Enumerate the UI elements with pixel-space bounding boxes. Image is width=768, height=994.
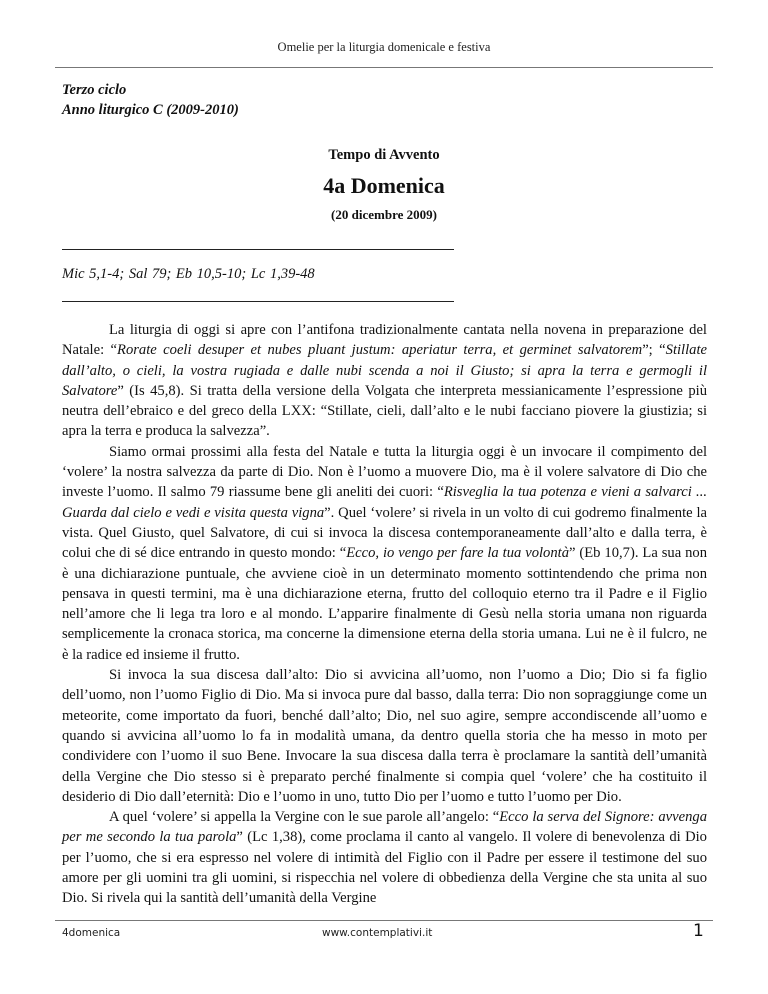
paragraph-text: ”; “ bbox=[642, 342, 666, 359]
paragraph-2 bbox=[62, 442, 707, 665]
scripture-readings: Mic 5,1-4; Sal 79; Eb 10,5-10; Lc 1,39-48 bbox=[62, 266, 315, 282]
paragraph-1 bbox=[62, 320, 707, 442]
page-title: 4a Domenica bbox=[323, 173, 445, 198]
readings-top-rule bbox=[62, 249, 454, 250]
footer-website: www.contemplativi.it bbox=[322, 927, 433, 939]
season-heading: Tempo di Avvento bbox=[328, 147, 440, 163]
paragraph-4 bbox=[62, 807, 707, 908]
paragraph-text: A quel ‘volere’ si appella la Vergine con le sue parole all’angelo: “ bbox=[109, 809, 500, 826]
liturgical-year-line: Anno liturgico C (2009-2010) bbox=[62, 102, 239, 118]
footer-filename: 4domenica bbox=[62, 927, 121, 939]
paragraph-text: ” (Is 45,8). Si tratta della versione della Volgata che interpreta messianicamente l’espressione più neutra dell’ebraico e del greco della LXX: “Stillate, cieli, dall’alto e le nubi facciano piovere la giustizia; si apra la terra e produca la salvezza”. bbox=[62, 382, 707, 440]
paragraph-text: ” (Eb 10,7). La sua non è una dichiarazione puntuale, che avviene cioè in un determinato momento sottintendendo che prima non pensava in questi termini, ma è una dichiarazione eterna, frutto del colloquio eterno tra il Padre e il Figlio nell’amore che li lega tra loro e al mondo. L’apparire finalmente di Gesù nella storia umana non riguarda semplicemente la cronaca storica, ma concerne la dimensione eterna della storia umana. Lui ne è il fulcro, ne è la radice ed insieme il frutto. bbox=[62, 545, 708, 663]
footer-divider bbox=[55, 920, 713, 921]
virgin-quote: Ecco la serva del Signore: avvenga per me secondo la tua parola bbox=[62, 809, 707, 846]
header-divider bbox=[55, 67, 713, 68]
paragraph-text: La liturgia di oggi si apre con l’antifona tradizionalmente cantata nella novena in preparazione del Natale: “ bbox=[62, 322, 707, 359]
hebrews-quote: Ecco, io vengo per fare la tua volontà bbox=[346, 545, 569, 562]
date-subtitle: (20 dicembre 2009) bbox=[331, 207, 437, 222]
paragraph-text: Siamo ormai prossimi alla festa del Natale e tutta la liturgia oggi è un invocare il compimento del ‘volere’ la nostra salvezza da parte di Dio. Non è l’uomo a muovere Dio, ma è il volere salvatore di Dio che investe l’uomo. Il salmo 79 riassume bene gli aneliti dei cuori: “ bbox=[62, 443, 707, 501]
paragraph-3: Si invoca la sua discesa dall’alto: Dio si avvicina all’uomo, non l’uomo a Dio; Dio si fa figlio dell’uomo, non l’uomo Figlio di Dio. Ma si invoca pure dal basso, dalla terra: Dio non sopraggiunge come un meteorite, come importato da fuori, benché dall’alto; Dio, nel suo agire, sempre accondiscende all’uomo e quando si avvicina all’uomo lo fa in modalità umana, da dentro quella storia che ha messo in moto per condividere con l’uomo il suo Bene. Invocare la sua discesa dalla terra è proclamare la santità dell’umanità della Vergine che Dio stesso si è preparato perché finalmente si compia quel ‘volere’ che ha costituito il desiderio di Dio dall’eternità: Dio e l’uomo in uno, tutto Dio per l’uomo e tutto l’uomo per Dio. bbox=[62, 667, 707, 805]
psalm-quote: Risveglia la tua potenza e vieni a salvarci ... Guarda dal cielo e vedi e visita questa vigna bbox=[62, 484, 707, 521]
liturgical-cycle bbox=[62, 80, 239, 120]
page-number: 1 bbox=[693, 921, 704, 941]
readings-bottom-rule bbox=[62, 301, 454, 302]
italian-antiphon: Stillate dall’alto, o cieli, la vostra rugiada e dalle nubi scenda a noi il Giusto; si apra la terra e germogli il Salvatore bbox=[62, 342, 707, 399]
latin-antiphon: Rorate coeli desuper et nubes pluant justum: aperiatur terra, et germinet salvatorem bbox=[117, 342, 643, 359]
paragraph-text: ”. Quel ‘volere’ si rivela in un volto di cui godremo finalmente la vista. Quel Giusto, quel Salvatore, di cui si invoca la discesa contemporaneamente dall’alto e dalla terra, è colui che di sé dice entrando in questo mondo: “ bbox=[62, 504, 707, 562]
cycle-line: Terzo ciclo bbox=[62, 82, 127, 98]
running-header: Omelie per la liturgia domenicale e festiva bbox=[277, 40, 491, 54]
paragraph-text: ” (Lc 1,38), come proclama il canto al vangelo. Il volere di benevolenza di Dio per l’uomo, che si era espresso nel volere di intimità del Figlio con il Padre per essere il testimone del suo amore per gli uomini tra gli uomini, si rispecchia nel volere di obbedienza della Vergine che sta unita al suo Dio. Si rivela qui la santità dell’umanità della Vergine bbox=[62, 829, 707, 907]
homily-body bbox=[62, 320, 707, 909]
